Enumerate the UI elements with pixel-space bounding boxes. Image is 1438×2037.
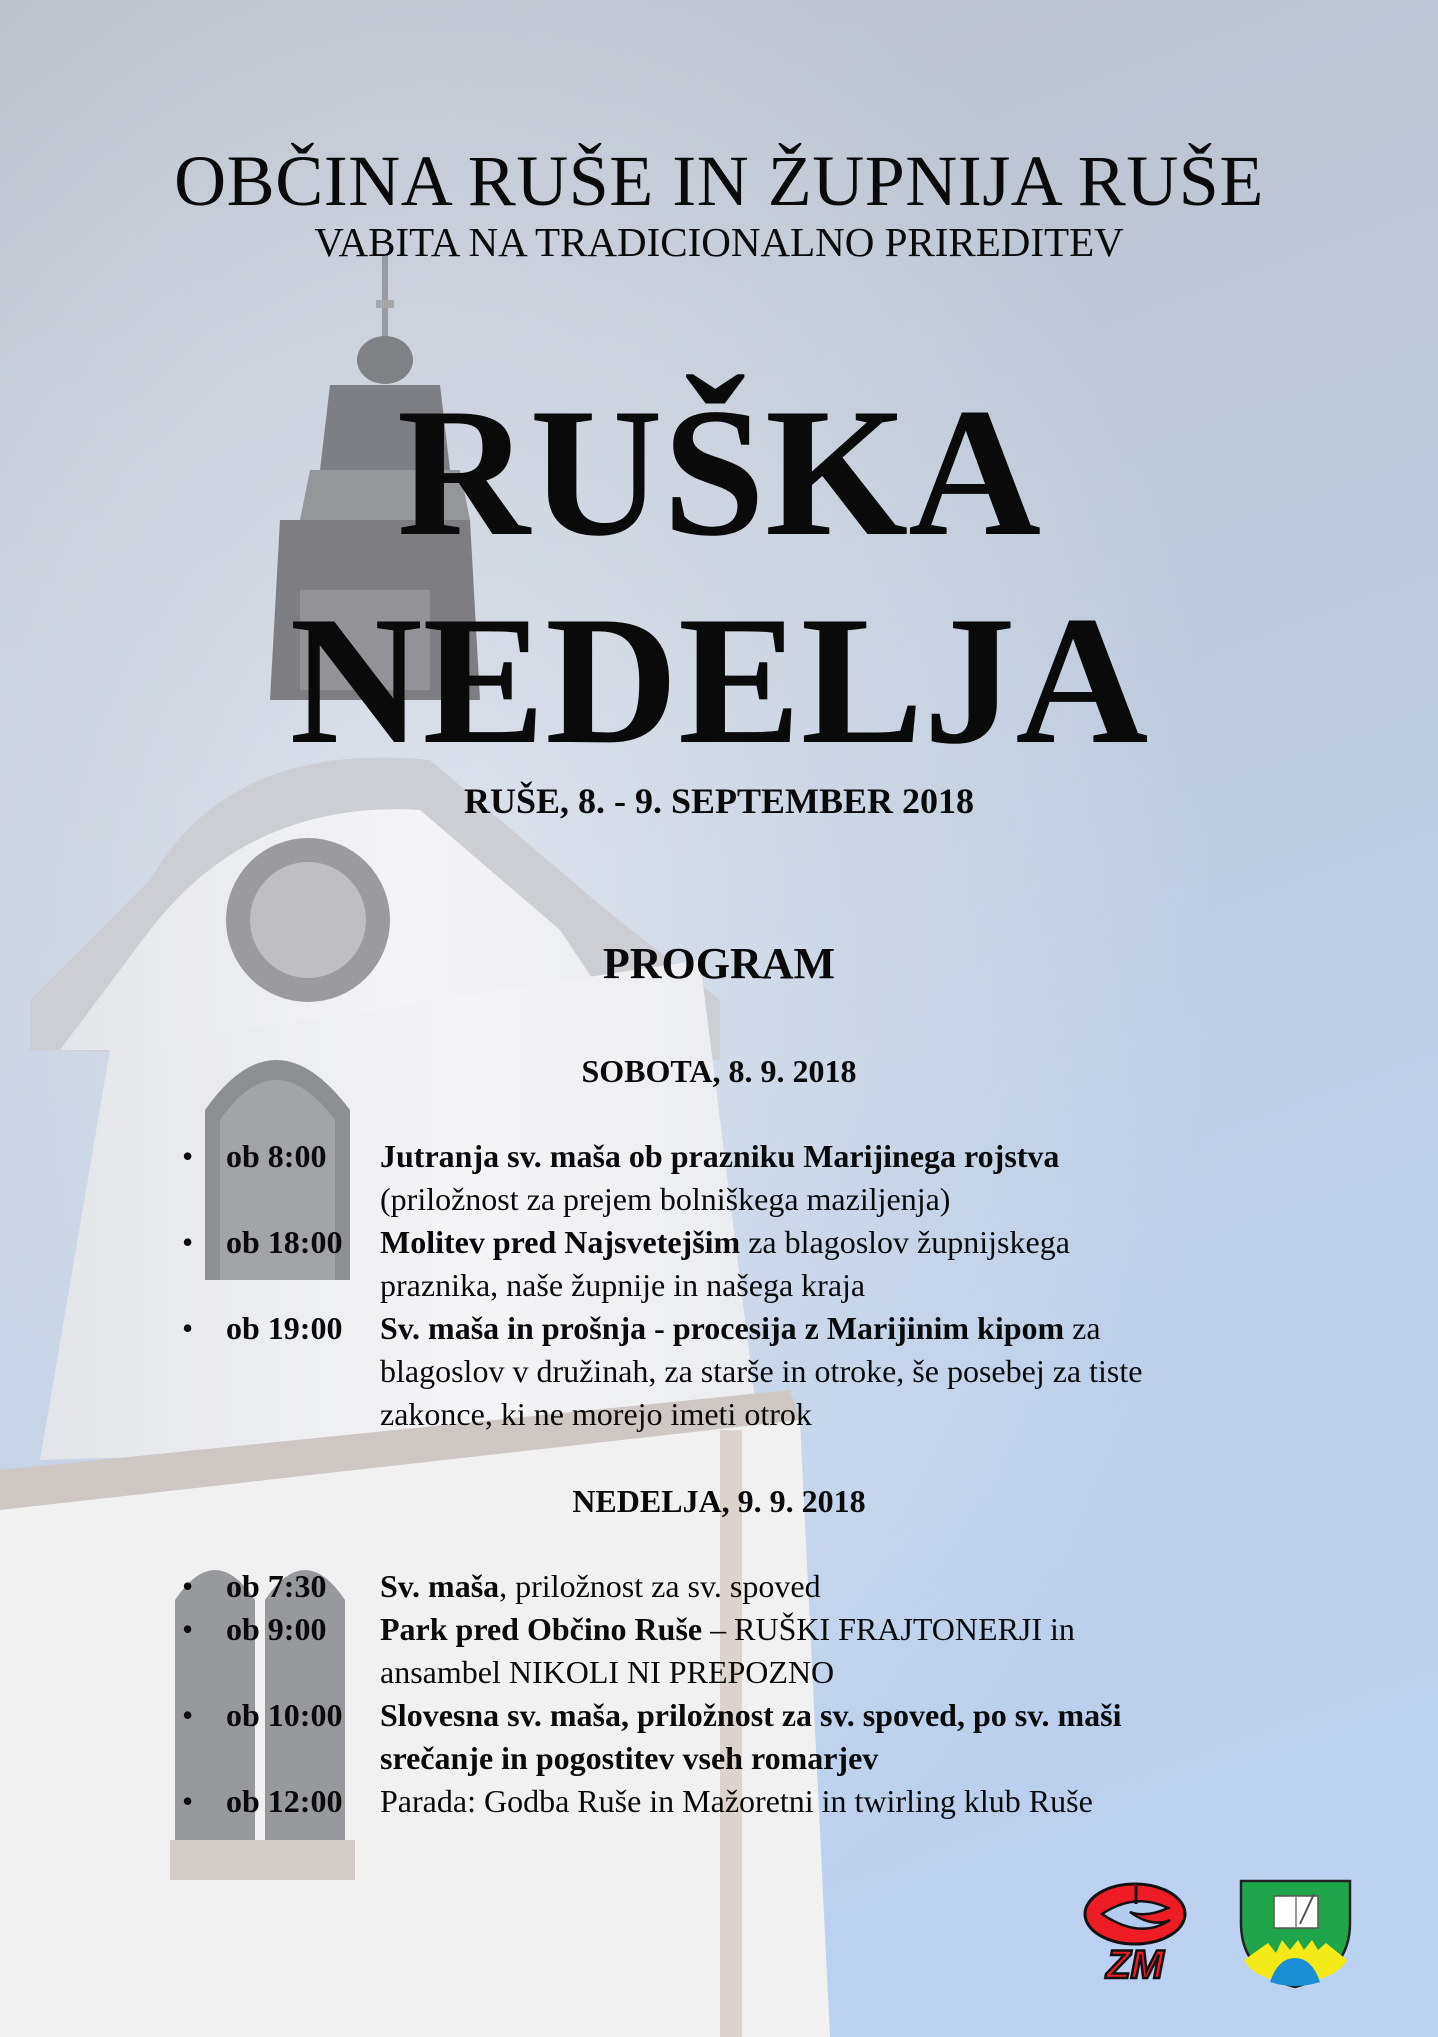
event-date: RUŠE, 8. - 9. SEPTEMBER 2018 — [463, 781, 975, 821]
program-heading: PROGRAM — [602, 939, 836, 988]
schedule-detail: praznika, naše župnije in našega kraja — [380, 1267, 866, 1303]
ruse-coat-of-arms-icon — [1238, 1878, 1353, 1990]
schedule-detail: Parada: Godba Ruše in Mažoretni in twirling klub Ruše — [380, 1783, 1093, 1819]
bullet-icon: • — [182, 1568, 194, 1604]
schedule-detail: za — [1064, 1310, 1101, 1346]
schedule-time: ob 8:00 — [226, 1138, 327, 1174]
schedule-detail: ansambel NIKOLI NI PREPOZNO — [380, 1654, 835, 1690]
schedule-time: ob 19:00 — [226, 1310, 343, 1346]
zm-logo-icon — [1080, 1878, 1190, 1986]
schedule-time: ob 18:00 — [226, 1224, 343, 1260]
schedule-title: Sv. maša — [380, 1568, 500, 1604]
schedule-detail: za blagoslov župnijskega — [740, 1224, 1070, 1260]
bullet-icon: • — [182, 1697, 194, 1733]
schedule-title: Sv. maša in prošnja - procesija z Marijinim kipom — [380, 1310, 1065, 1346]
schedule-detail: blagoslov v družinah, za starše in otroke, še posebej za tiste — [380, 1353, 1143, 1389]
bullet-icon: • — [182, 1310, 194, 1346]
schedule-title-continued: srečanje in pogostitev vseh romarjev — [380, 1740, 879, 1776]
invitation-subheading: VABITA NA TRADICIONALNO PRIREDITEV — [314, 219, 1124, 265]
day-heading-saturday: SOBOTA, 8. 9. 2018 — [581, 1053, 857, 1089]
bullet-icon: • — [182, 1138, 194, 1174]
sunday-schedule-list — [182, 1565, 1282, 1823]
schedule-time: ob 9:00 — [226, 1611, 327, 1647]
schedule-time: ob 7:30 — [226, 1568, 327, 1604]
schedule-item — [182, 1608, 1282, 1694]
schedule-detail: zakonce, ki ne morejo imeti otrok — [380, 1396, 812, 1432]
schedule-detail: – RUŠKI FRAJTONERJI in — [702, 1611, 1075, 1647]
schedule-title: Slovesna sv. maša, priložnost za sv. spoved, po sv. maši — [380, 1697, 1122, 1733]
schedule-detail: , priložnost za sv. spoved — [499, 1568, 821, 1604]
schedule-time: ob 12:00 — [226, 1783, 343, 1819]
schedule-item — [182, 1694, 1282, 1780]
bullet-icon: • — [182, 1611, 194, 1647]
organizers-heading: OBČINA RUŠE IN ŽUPNIJA RUŠE — [174, 141, 1264, 221]
bullet-icon: • — [182, 1783, 194, 1819]
schedule-title: Molitev pred Najsvetejšim — [380, 1224, 741, 1260]
schedule-item — [182, 1307, 1282, 1436]
sponsor-logos — [1080, 1878, 1353, 1990]
schedule-title: Park pred Občino Ruše — [380, 1611, 703, 1647]
event-title-line1: RUŠKA — [396, 370, 1042, 574]
bullet-icon: • — [182, 1224, 194, 1260]
saturday-schedule-list — [182, 1135, 1282, 1436]
schedule-detail: (priložnost za prejem bolniškega maziljenja) — [380, 1181, 951, 1217]
schedule-item — [182, 1135, 1282, 1221]
day-heading-sunday: NEDELJA, 9. 9. 2018 — [572, 1483, 866, 1519]
event-title-line2: NEDELJA — [289, 578, 1149, 782]
schedule-item — [182, 1780, 1282, 1823]
zm-logo-text: ZM — [1106, 1943, 1164, 1986]
schedule-time: ob 10:00 — [226, 1697, 343, 1733]
schedule-item — [182, 1221, 1282, 1307]
schedule-item — [182, 1565, 1282, 1608]
schedule-title: Jutranja sv. maša ob prazniku Marijinega rojstva — [380, 1138, 1060, 1174]
